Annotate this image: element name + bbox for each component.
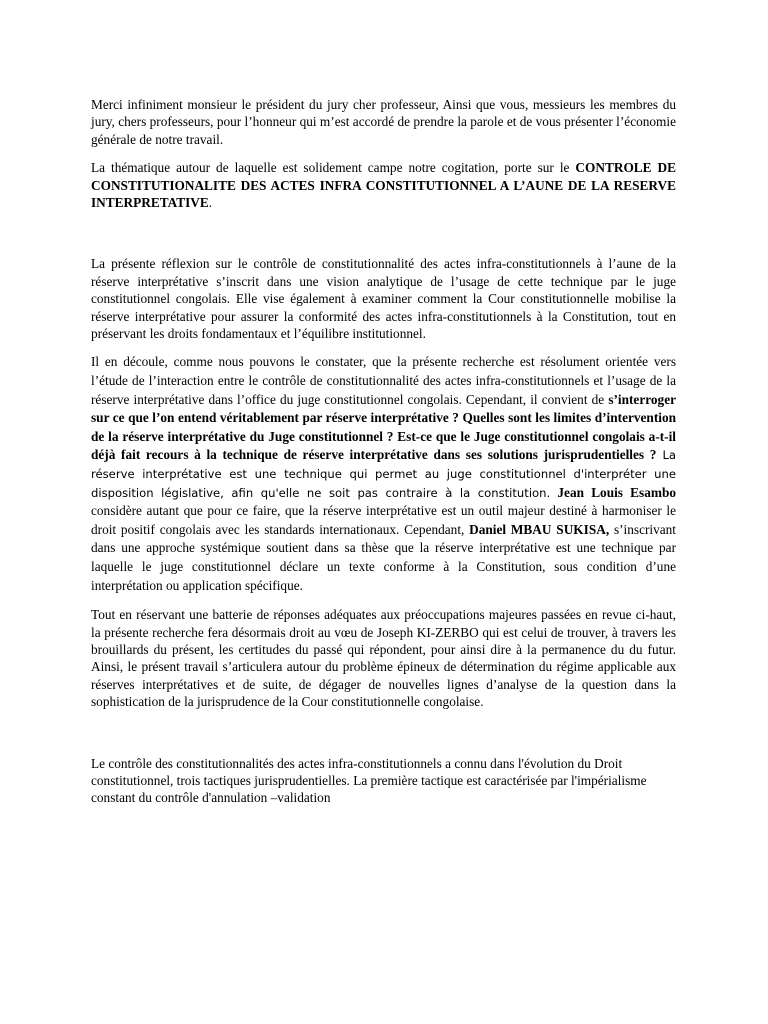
questions-intro-text: Il en découle, comme nous pouvons le constater, que la présente recherche est résolument orientée vers l’étude de l’interaction entre le contrôle de constitutionnalité des actes infra-constitutionnels et l’usage de la réserve interprétative dans l’office du juge constitutionnel congolais. Cependant, il convient de bbox=[91, 354, 676, 407]
thesis-title: CONTROLE DE CONSTITUTIONALITE DES ACTES INFRA CONSTITUTIONNEL A L’AUNE DE LA RESERVE INTERPRETATIVE bbox=[91, 160, 676, 211]
paragraph-jurisprudence: Le contrôle des constitutionnalités des actes infra-constitutionnels a connu dans l'évolution du Droit constitutionnel, trois tactiques jurisprudentielles. La première tactique est caractérisée par l'impérialisme constant du contrôle d'annulation –validation bbox=[91, 755, 647, 806]
paragraph-research-questions bbox=[91, 353, 676, 595]
esambo-view-text: considère autant que pour ce faire, que la réserve interprétative est un outil majeur destiné à harmoniser le droit positif congolais avec les standards internationaux. Cependant, bbox=[91, 503, 676, 537]
theme-end-text: . bbox=[208, 195, 213, 211]
document-page bbox=[91, 96, 676, 807]
paragraph-theme bbox=[91, 159, 676, 211]
paragraph-approach: Tout en réservant une batterie de réponses adéquates aux préoccupations majeures passées en revue ci-haut, la présente recherche fera désormais droit au vœu de Joseph KI-ZERBO qui est celui de trouver, à travers les brouillards du présent, les certitudes du passé qui répondent, pour ainsi dire à la permanence du du futur. Ainsi, le présent travail s’articulera autour du problème épineux de détermination du régime applicable aux réserves interprétatives et de suite, de dégager de nouvelles lignes d’analyse de la question dans la sophistication de la jurisprudence de la Cour constitutionnelle congolaise. bbox=[91, 607, 676, 710]
definition-text: La réserve interprétative est une technique qui permet au juge constitutionnel d'interpréter une disposition législative, afin qu'elle ne soit pas contraire à la constitution. bbox=[91, 448, 677, 500]
research-questions-text: s’interroger sur ce que l’on entend véritablement par réserve interprétative ? Quelles sont les limites d’intervention de la réserve interprétative du Juge constitutionnel ? Est-ce que le Juge constitutionnel congolais a-t-il déjà fait recours à la technique de réserve interprétative dans ses solutions jurisprudentielles ? bbox=[91, 391, 676, 463]
author-esambo: Jean Louis Esambo bbox=[557, 484, 676, 500]
paragraph-acknowledgements: Merci infiniment monsieur le président du jury cher professeur, Ainsi que vous, messieurs les membres du jury, chers professeurs, pour l’honneur qui m’est accordé de prendre la parole et de vous présenter l’économie générale de notre travail. bbox=[91, 97, 676, 147]
author-mbau-sukisa: Daniel MBAU SUKISA, bbox=[469, 521, 610, 537]
mbau-view-text: s’inscrivant dans une approche systémique soutient dans sa thèse que la réserve interprétative est une technique par laquelle le juge constitutionnel déclare un texte conforme à la Constitution, sous condition d’une interprétation ou application spécifique. bbox=[91, 521, 676, 593]
theme-intro-text: La thématique autour de laquelle est solidement campe notre cogitation, porte sur le bbox=[91, 160, 576, 176]
paragraph-reflection: La présente réflexion sur le contrôle de constitutionnalité des actes infra-constitutionnels à l’aune de la réserve interprétative s’inscrit dans une vision analytique de l’usage de cette technique par le juge constitutionnel congolais. Elle vise également à examiner comment la Cour constitutionnelle mobilise la réserve interprétative pour assurer la conformité des actes infra-constitutionnels à la Constitution, tout en préservant les droits fondamentaux et l’équilibre institutionnel. bbox=[91, 256, 676, 342]
